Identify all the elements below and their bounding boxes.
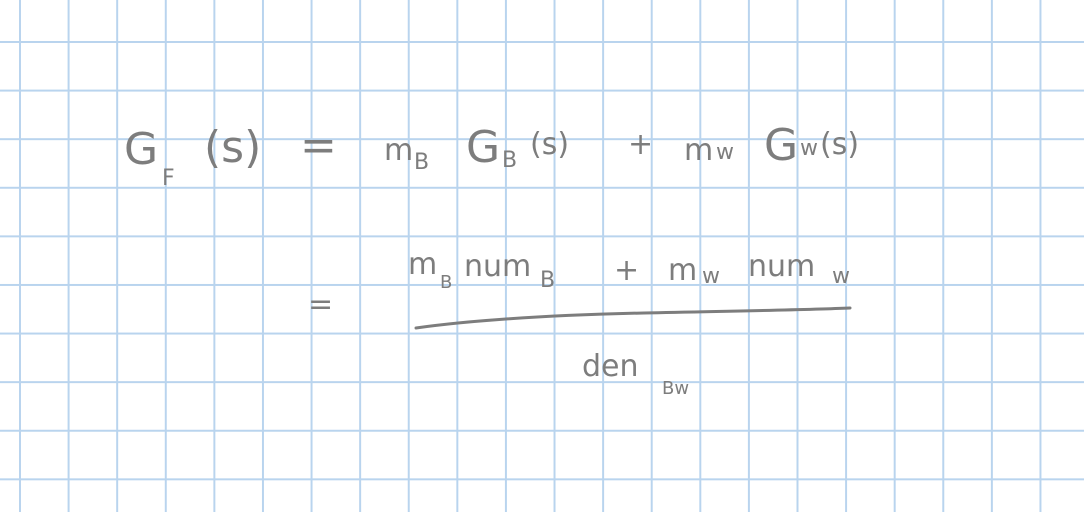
num-w: num	[748, 249, 816, 284]
num-coef-w: m	[668, 253, 698, 288]
num-w-subscript: w	[832, 264, 850, 289]
denominator: den	[582, 349, 639, 384]
equals-sign-2: =	[308, 287, 334, 322]
g-w-subscript: w	[800, 136, 818, 161]
coef-b-subscript: B	[414, 150, 430, 175]
g-b-argument: (s)	[530, 127, 570, 162]
g-b-subscript: B	[502, 148, 518, 173]
g-w-argument: (s)	[820, 127, 860, 162]
lhs-subscript: F	[162, 166, 175, 191]
g-w: G	[764, 120, 799, 171]
plus-sign-1: +	[628, 127, 654, 162]
num-b: num	[464, 249, 532, 284]
num-b-subscript: B	[540, 268, 556, 293]
lhs-G: G	[124, 124, 159, 175]
coef-b: m	[384, 133, 414, 168]
plus-sign-2: +	[614, 253, 640, 288]
g-b: G	[466, 122, 501, 173]
num-coef-b-subscript: B	[440, 272, 453, 293]
lhs-argument: (s)	[204, 122, 262, 173]
equals-sign-1: =	[300, 120, 337, 171]
denominator-subscript: Bw	[662, 378, 690, 399]
num-coef-b: m	[408, 247, 438, 282]
coef-w: m	[684, 133, 714, 168]
coef-w-subscript: w	[716, 140, 734, 165]
num-coef-w-subscript: w	[702, 264, 720, 289]
fraction-bar	[414, 300, 852, 334]
